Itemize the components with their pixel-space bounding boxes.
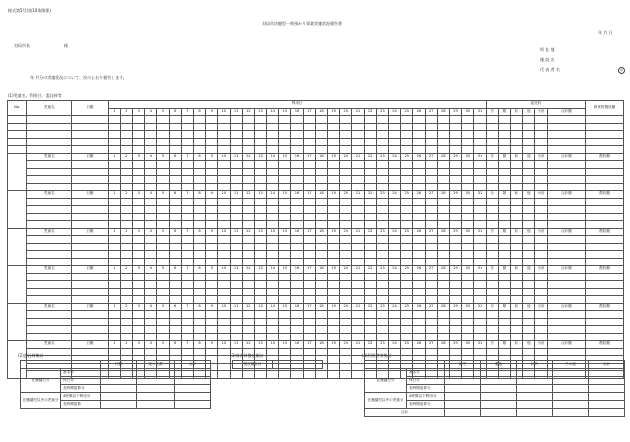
day-header: 21 bbox=[352, 108, 364, 116]
table-row: 児童名 日額 1 2 3 4 5 6 7 8 9 10 11 12 13 14 15 16 17 18 19 20 21 22 23 24 25 26 27 28 29 30 31 分 類 私 他 小計 合計額 徴収額 bbox=[8, 341, 624, 349]
table-row: 児童名 日額 1 2 3 4 5 6 7 8 9 10 11 12 13 14 15 16 17 18 19 20 21 22 23 24 25 26 27 28 29 30 31 分 類 私 他 小計 合計額 徴収額 bbox=[8, 303, 624, 311]
section2-title: (2)委託料集計 bbox=[18, 353, 44, 358]
table-row bbox=[8, 131, 624, 139]
table-row bbox=[8, 288, 624, 296]
table-row bbox=[8, 326, 624, 334]
day-header: 5 bbox=[157, 108, 169, 116]
table-row bbox=[8, 311, 624, 319]
table-row: 児童名 日額 1 2 3 4 5 6 7 8 9 10 11 12 13 14 15 16 17 18 19 20 21 22 23 24 25 26 27 28 29 30 31 分 類 私 他 小計 合計額 徴収額 bbox=[8, 228, 624, 236]
table-row bbox=[8, 348, 624, 356]
intro-text: 年 月分の実施状況について、次のとおり報告します。 bbox=[30, 75, 127, 80]
day-header: 18 bbox=[315, 108, 327, 116]
table-row bbox=[8, 116, 624, 124]
day-header: 3 bbox=[133, 108, 145, 116]
table-row bbox=[8, 168, 624, 176]
table-row bbox=[8, 236, 624, 244]
day-header: 11 bbox=[230, 108, 242, 116]
section3-title: (3)保育料徴収額計 bbox=[230, 353, 264, 358]
usage-table: No. 児童名 日額 利用日 委託料 保育料徴収額 1 2 3 4 5 6 7 8 9 10 11 12 13 14 15 16 17 18 19 20 21 22 23 24 25 26 27 28 29 30 31 分 類 私 他 小計 合計額 児童名 日額 1 2 3 4 5 6 7 8 9 10 11 12 13 14 15 16 17 18 19 20 21 22 23 24 25 26 27 28 29 30 31 分 類 私 他 小計 合計額 徴収額 児童名 日額 1 2 3 4 5 6 7 8 9 10 11 12 13 14 15 16 17 18 19 20 21 22 23 24 25 26 27 28 29 30 31 分 類 私 他 小計 合計額 徴収額 児童名 日額 1 2 3 4 5 6 7 8 9 10 11 12 13 14 15 16 17 18 19 20 21 22 23 24 25 26 27 28 29 30 31 分 類 私 他 小計 合計額 徴収額 児童名 日額 1 2 3 4 5 6 7 8 9 10 11 12 13 14 15 16 17 18 19 20 21 22 23 24 25 26 27 28 29 30 31 分 類 私 他 小計 合計額 徴収額 児童名 日額 1 2 3 4 5 6 7 8 9 10 11 12 13 14 15 16 17 18 19 20 21 22 23 24 25 26 27 28 29 30 31 分 類 私 他 小計 合計額 徴収額 児童名 日額 1 2 3 4 5 6 7 8 9 10 11 12 13 14 15 16 17 18 19 20 21 22 23 24 25 26 27 28 29 30 31 分 類 私 他 小計 合計額 徴収額 bbox=[7, 100, 624, 379]
day-header: 15 bbox=[279, 108, 291, 116]
table-row bbox=[8, 296, 624, 304]
table-row: 児童名 日額 1 2 3 4 5 6 7 8 9 10 11 12 13 14 15 16 17 18 19 20 21 22 23 24 25 26 27 28 29 30 31 分 類 私 他 小計 合計額 徴収額 bbox=[8, 191, 624, 199]
day-header: 23 bbox=[376, 108, 388, 116]
day-header: 26 bbox=[413, 108, 425, 116]
day-header: 17 bbox=[303, 108, 315, 116]
table-row bbox=[8, 221, 624, 229]
day-header: 31 bbox=[474, 108, 486, 116]
day-header: 30 bbox=[462, 108, 474, 116]
table-row bbox=[8, 206, 624, 214]
table-row bbox=[8, 123, 624, 131]
table-row bbox=[8, 273, 624, 281]
table-row bbox=[8, 243, 624, 251]
table-row bbox=[8, 318, 624, 326]
page-title: 対局市法観型一時預かり事業実施状況報告書 bbox=[262, 21, 342, 26]
section1-title: (1)児童名、利用日、委託料等 bbox=[8, 93, 62, 98]
day-header: 19 bbox=[328, 108, 340, 116]
day-header: 20 bbox=[340, 108, 352, 116]
field-facility: 施 設 名 bbox=[540, 57, 555, 62]
table-row bbox=[8, 251, 624, 259]
seal-mark: 印 bbox=[619, 68, 623, 72]
day-header: 13 bbox=[254, 108, 266, 116]
day-header: 28 bbox=[437, 108, 449, 116]
day-header: 14 bbox=[267, 108, 279, 116]
honorific: 様 bbox=[64, 43, 68, 48]
field-address: 所 在 地 bbox=[540, 47, 555, 52]
table-row bbox=[8, 183, 624, 191]
form-number: 様式第5号(第10条関係) bbox=[8, 8, 51, 13]
day-header: 9 bbox=[206, 108, 218, 116]
table-row bbox=[8, 213, 624, 221]
table-row bbox=[8, 258, 624, 266]
fee-summary-table: 日額 延べ人数 合計 在籍園児分 基本分 休日分 長時間加算分 在籍園児以外の児童分 4時間以下利用分 長時間加算 bbox=[20, 360, 211, 409]
report-date: 年 月 日 bbox=[598, 30, 613, 35]
user-summary-table: 就労 製造 私的 その他 合計 在籍園児分 基本分 休日分 長時間加算分 在籍園児以外の児童分 4時間以下利用分 長時間加算分 合計 bbox=[364, 360, 625, 417]
day-header: 12 bbox=[242, 108, 254, 116]
table-row bbox=[8, 146, 624, 154]
day-header: 22 bbox=[364, 108, 376, 116]
day-header: 7 bbox=[181, 108, 193, 116]
day-header: 8 bbox=[193, 108, 205, 116]
table-row bbox=[8, 161, 624, 169]
table-row bbox=[8, 198, 624, 206]
day-header: 2 bbox=[120, 108, 132, 116]
day-header: 29 bbox=[449, 108, 461, 116]
day-header: 1 bbox=[108, 108, 120, 116]
table-row: 児童名 日額 1 2 3 4 5 6 7 8 9 10 11 12 13 14 15 16 17 18 19 20 21 22 23 24 25 26 27 28 29 30 31 分 類 私 他 小計 合計額 徴収額 bbox=[8, 153, 624, 161]
table-row bbox=[8, 333, 624, 341]
table-row: 児童名 日額 1 2 3 4 5 6 7 8 9 10 11 12 13 14 15 16 17 18 19 20 21 22 23 24 25 26 27 28 29 30 31 分 類 私 他 小計 合計額 徴収額 bbox=[8, 266, 624, 274]
table-row bbox=[8, 281, 624, 289]
table-row bbox=[8, 176, 624, 184]
day-header: 25 bbox=[401, 108, 413, 116]
day-header: 6 bbox=[169, 108, 181, 116]
day-header: 27 bbox=[425, 108, 437, 116]
day-header: 24 bbox=[388, 108, 400, 116]
section4-title: (4)利用者等集計 bbox=[362, 353, 392, 358]
day-header: 4 bbox=[145, 108, 157, 116]
insurance-summary-table: 徴収額合計 bbox=[232, 360, 323, 369]
addressee: 対局市長 bbox=[14, 43, 30, 48]
day-header: 16 bbox=[291, 108, 303, 116]
day-header: 10 bbox=[218, 108, 230, 116]
field-representative: 代 表 者 名 bbox=[540, 67, 560, 72]
table-row bbox=[8, 138, 624, 146]
